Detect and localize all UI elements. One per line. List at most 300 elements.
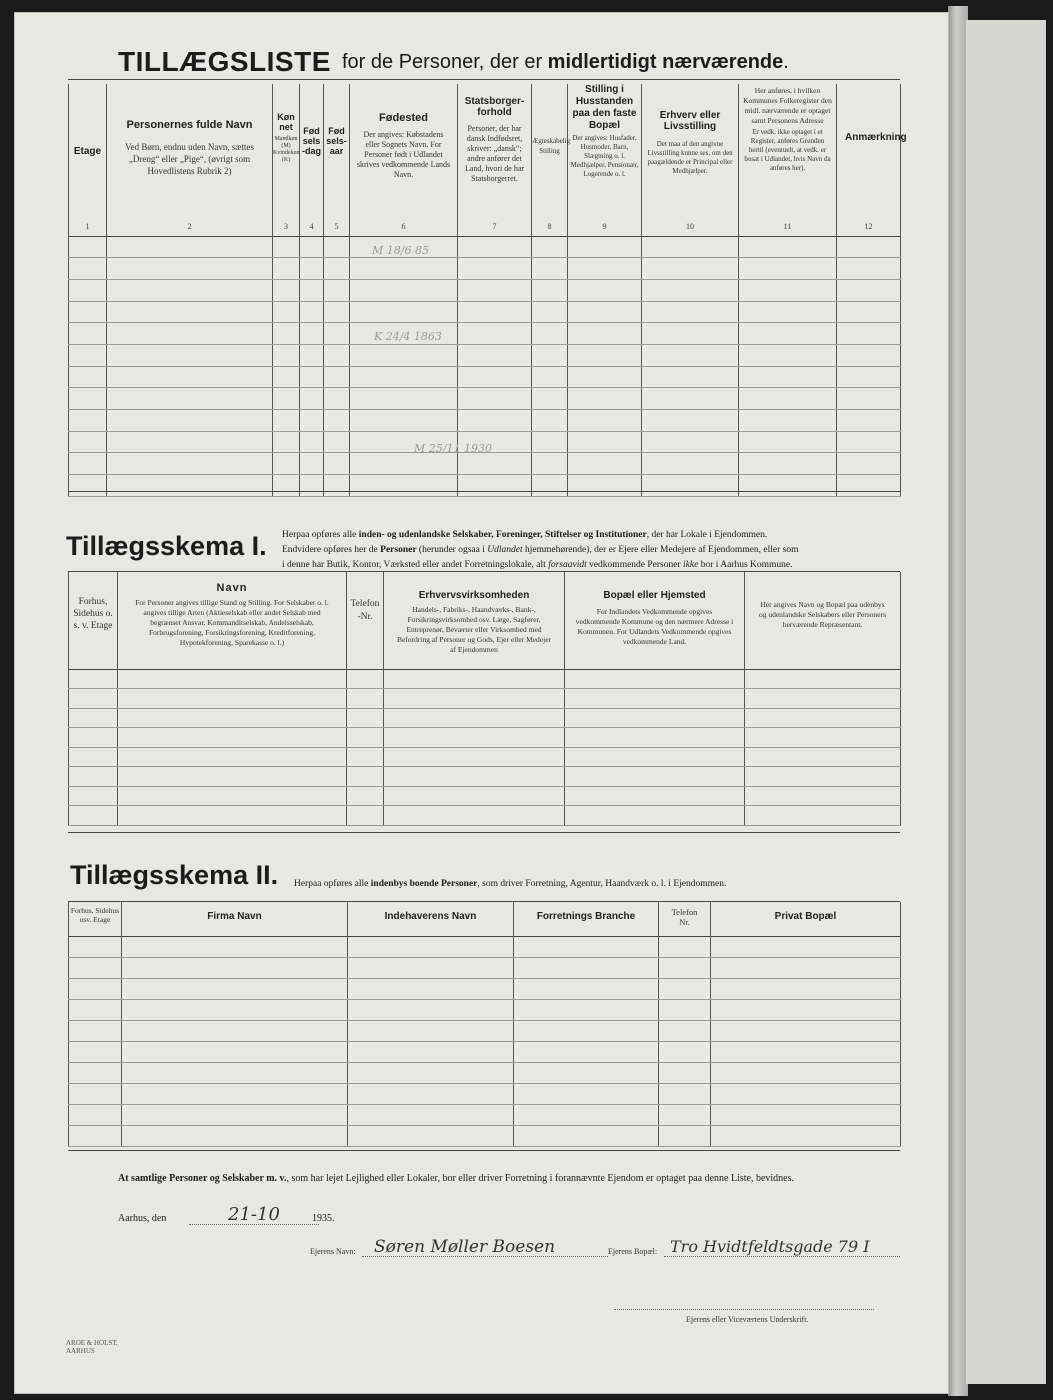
table-cell[interactable] <box>69 301 107 323</box>
table-cell[interactable] <box>384 786 565 806</box>
table-cell[interactable] <box>568 323 642 345</box>
table-cell[interactable] <box>324 279 350 301</box>
table-cell[interactable] <box>347 728 384 748</box>
table-cell[interactable] <box>837 258 901 280</box>
table-cell[interactable] <box>69 936 122 957</box>
table-cell[interactable] <box>273 366 300 388</box>
table-cell[interactable] <box>739 453 837 475</box>
table-cell[interactable] <box>837 323 901 345</box>
table-cell[interactable] <box>642 301 739 323</box>
colnum-3: 3 <box>273 222 300 236</box>
table-cell[interactable] <box>69 999 122 1020</box>
table-cell[interactable] <box>69 279 107 301</box>
table-cell[interactable] <box>659 1020 711 1041</box>
table-cell[interactable] <box>565 806 745 826</box>
s2-col-address: Privat Bopæl <box>711 902 901 936</box>
table-cell[interactable] <box>532 410 568 432</box>
table-cell[interactable] <box>348 936 514 957</box>
table-cell[interactable] <box>300 475 324 497</box>
table-cell[interactable] <box>69 708 118 728</box>
table-cell[interactable] <box>69 236 107 258</box>
col-birthyear: Fødsels-aar <box>324 84 350 222</box>
schema2-table-body <box>69 936 901 1146</box>
date-handwritten: 21-10 <box>228 1204 280 1225</box>
table-row <box>69 747 901 767</box>
table-cell[interactable] <box>711 1083 901 1104</box>
schema2-bottom-rule <box>68 1150 900 1151</box>
table-cell[interactable] <box>642 475 739 497</box>
table-cell[interactable] <box>739 410 837 432</box>
table-cell[interactable] <box>324 475 350 497</box>
table-cell[interactable] <box>568 388 642 410</box>
table-row <box>69 453 901 475</box>
table-cell[interactable] <box>118 689 347 709</box>
table-cell[interactable] <box>107 431 273 453</box>
owner-address-line <box>664 1256 900 1257</box>
table-cell[interactable] <box>69 388 107 410</box>
schema1-header-row <box>69 572 901 669</box>
table-cell[interactable] <box>347 669 384 689</box>
table-cell[interactable] <box>837 388 901 410</box>
table-cell[interactable] <box>711 1104 901 1125</box>
table-cell[interactable] <box>458 475 532 497</box>
table-cell[interactable] <box>122 1041 348 1062</box>
table-cell[interactable] <box>739 301 837 323</box>
table-cell[interactable] <box>532 366 568 388</box>
table-cell[interactable] <box>739 366 837 388</box>
table-cell[interactable] <box>122 999 348 1020</box>
table-cell[interactable] <box>745 786 901 806</box>
table-cell[interactable] <box>837 366 901 388</box>
table-cell[interactable] <box>122 1062 348 1083</box>
table-cell[interactable] <box>69 1125 122 1146</box>
table-cell[interactable] <box>347 689 384 709</box>
table-cell[interactable] <box>69 344 107 366</box>
table-cell[interactable] <box>532 258 568 280</box>
table-cell[interactable] <box>350 301 458 323</box>
table-cell[interactable] <box>458 344 532 366</box>
table-cell[interactable] <box>350 410 458 432</box>
printer-imprint: AROE & HOLST, AARHUS <box>66 1339 118 1355</box>
table-cell[interactable] <box>348 1083 514 1104</box>
table-cell[interactable] <box>350 279 458 301</box>
table-cell[interactable] <box>122 978 348 999</box>
table-cell[interactable] <box>739 344 837 366</box>
city-date-label: Aarhus, den <box>118 1213 167 1224</box>
table-cell[interactable] <box>837 301 901 323</box>
table-cell[interactable] <box>273 475 300 497</box>
table-cell[interactable] <box>273 344 300 366</box>
table-cell[interactable] <box>837 344 901 366</box>
table-cell[interactable] <box>568 410 642 432</box>
table-cell[interactable] <box>69 669 118 689</box>
table-cell[interactable] <box>300 388 324 410</box>
table-cell[interactable] <box>458 388 532 410</box>
table-cell[interactable] <box>384 689 565 709</box>
table-cell[interactable] <box>568 258 642 280</box>
table-cell[interactable] <box>711 936 901 957</box>
table-cell[interactable] <box>69 453 107 475</box>
table-cell[interactable] <box>107 258 273 280</box>
table-cell[interactable] <box>69 689 118 709</box>
table-cell[interactable] <box>659 999 711 1020</box>
table-cell[interactable] <box>565 708 745 728</box>
s1-col-residence: Bopæl eller Hjemsted For Indlandets Vedkommende opgives vedkommende Kommune og den nærmere Adresse i Kommunen. For Udlandets Vedkommende opgives vedkommende Land. <box>565 572 745 669</box>
bleed-through-mark: K 24/4 1863 <box>374 330 442 343</box>
table-cell[interactable] <box>324 236 350 258</box>
table-cell[interactable] <box>350 475 458 497</box>
table-cell[interactable] <box>384 708 565 728</box>
table-cell[interactable] <box>739 431 837 453</box>
table-cell[interactable] <box>122 1125 348 1146</box>
table-cell[interactable] <box>107 388 273 410</box>
table-cell[interactable] <box>642 388 739 410</box>
table-cell[interactable] <box>348 1062 514 1083</box>
table-cell[interactable] <box>384 767 565 787</box>
table-cell[interactable] <box>532 431 568 453</box>
schema1-bottom-rule <box>68 832 900 833</box>
table-row <box>69 388 901 410</box>
table-row <box>69 1083 901 1104</box>
table-cell[interactable] <box>347 806 384 826</box>
table-cell[interactable] <box>300 301 324 323</box>
table-cell[interactable] <box>659 1041 711 1062</box>
table-cell[interactable] <box>69 1041 122 1062</box>
table-cell[interactable] <box>324 453 350 475</box>
table-cell[interactable] <box>107 366 273 388</box>
table-cell[interactable] <box>122 957 348 978</box>
table-cell[interactable] <box>739 258 837 280</box>
table-cell[interactable] <box>565 728 745 748</box>
table-cell[interactable] <box>745 767 901 787</box>
schema2-table <box>68 902 901 1147</box>
table-cell[interactable] <box>118 708 347 728</box>
table-cell[interactable] <box>642 236 739 258</box>
table-cell[interactable] <box>568 236 642 258</box>
table-cell[interactable] <box>642 323 739 345</box>
table-cell[interactable] <box>745 728 901 748</box>
table-cell[interactable] <box>107 344 273 366</box>
table-cell[interactable] <box>348 1104 514 1125</box>
table-cell[interactable] <box>69 806 118 826</box>
table-cell[interactable] <box>348 1125 514 1146</box>
table-cell[interactable] <box>107 301 273 323</box>
table-cell[interactable] <box>837 410 901 432</box>
table-cell[interactable] <box>458 258 532 280</box>
table-cell[interactable] <box>532 323 568 345</box>
table-cell[interactable] <box>384 669 565 689</box>
table-cell[interactable] <box>300 431 324 453</box>
table-cell[interactable] <box>122 1020 348 1041</box>
s1-col-phone: Telefon-Nr. <box>347 572 384 669</box>
table-cell[interactable] <box>532 453 568 475</box>
table-cell[interactable] <box>347 786 384 806</box>
table-cell[interactable] <box>118 767 347 787</box>
table-cell[interactable] <box>300 453 324 475</box>
table-cell[interactable] <box>642 431 739 453</box>
table-cell[interactable] <box>711 1125 901 1146</box>
table-cell[interactable] <box>384 747 565 767</box>
table-cell[interactable] <box>659 1062 711 1083</box>
table-cell[interactable] <box>642 366 739 388</box>
main-colnum-row <box>69 222 901 236</box>
col-household: Stilling i Husstanden paa den faste Bopæl Der angives: Husfader, Husmoder, Barn, Slægtning o. l. Medhjælper, Pensionær, Logerende o. l. <box>568 84 642 222</box>
table-cell[interactable] <box>347 767 384 787</box>
table-cell[interactable] <box>837 431 901 453</box>
table-cell[interactable] <box>69 747 118 767</box>
table-cell[interactable] <box>300 323 324 345</box>
table-row <box>69 728 901 748</box>
table-cell[interactable] <box>347 747 384 767</box>
table-cell[interactable] <box>350 388 458 410</box>
table-cell[interactable] <box>745 806 901 826</box>
table-cell[interactable] <box>659 1083 711 1104</box>
table-cell[interactable] <box>324 388 350 410</box>
table-row <box>69 1020 901 1041</box>
table-row <box>69 279 901 301</box>
table-cell[interactable] <box>532 236 568 258</box>
table-cell[interactable] <box>568 475 642 497</box>
table-cell[interactable] <box>659 978 711 999</box>
table-cell[interactable] <box>300 410 324 432</box>
colnum-11: 11 <box>739 222 837 236</box>
table-cell[interactable] <box>745 669 901 689</box>
table-cell[interactable] <box>273 431 300 453</box>
table-cell[interactable] <box>739 236 837 258</box>
schema1-description: Herpaa opføres alle inden- og udenlandske Selskaber, Foreninger, Stiftelser og Institutioner, der har Lokale i Ejendommen. Endvidere opføres her de Personer (herunder ogsaa i Udlandet hjemmehørende), der er Ejere eller Medejere af Ejendommen, eller som i denne har Butik, Kontor, Værksted eller andet Forretningslokale, alt forsaavidt vedkommende Personer ikke bor i Aarhus Kommune. <box>282 530 799 570</box>
table-cell[interactable] <box>324 410 350 432</box>
table-cell[interactable] <box>568 344 642 366</box>
table-cell[interactable] <box>69 957 122 978</box>
table-cell[interactable] <box>384 728 565 748</box>
table-cell[interactable] <box>711 957 901 978</box>
table-cell[interactable] <box>565 767 745 787</box>
col-sex: Kønnet Mandkøn (M) Kvindekøn (K) <box>273 84 300 222</box>
table-cell[interactable] <box>347 708 384 728</box>
table-cell[interactable] <box>107 475 273 497</box>
table-cell[interactable] <box>384 806 565 826</box>
table-cell[interactable] <box>69 1062 122 1083</box>
schema2-title: Tillægsskema II. <box>70 860 279 890</box>
s2-col-branch: Forretnings Branche <box>514 902 659 936</box>
main-header-row <box>69 84 901 222</box>
table-cell[interactable] <box>711 1062 901 1083</box>
table-cell[interactable] <box>739 279 837 301</box>
table-cell[interactable] <box>107 410 273 432</box>
s2-col-etage: Forhus, Sidehus osv. Etage <box>69 902 122 936</box>
table-cell[interactable] <box>273 236 300 258</box>
table-cell[interactable] <box>642 279 739 301</box>
table-row <box>69 258 901 280</box>
table-cell[interactable] <box>350 258 458 280</box>
table-cell[interactable] <box>122 936 348 957</box>
table-row <box>69 1062 901 1083</box>
table-cell[interactable] <box>514 1125 659 1146</box>
table-cell[interactable] <box>348 999 514 1020</box>
table-cell[interactable] <box>514 1104 659 1125</box>
table-cell[interactable] <box>69 410 107 432</box>
table-cell[interactable] <box>300 279 324 301</box>
table-cell[interactable] <box>514 978 659 999</box>
table-cell[interactable] <box>565 786 745 806</box>
table-cell[interactable] <box>69 728 118 748</box>
table-cell[interactable] <box>532 279 568 301</box>
table-cell[interactable] <box>350 366 458 388</box>
colnum-4: 4 <box>300 222 324 236</box>
table-cell[interactable] <box>348 1020 514 1041</box>
table-cell[interactable] <box>324 258 350 280</box>
table-cell[interactable] <box>711 999 901 1020</box>
table-cell[interactable] <box>273 388 300 410</box>
table-cell[interactable] <box>745 708 901 728</box>
col-marital: Ægteskabelig Stilling <box>532 84 568 222</box>
table-cell[interactable] <box>659 1125 711 1146</box>
table-cell[interactable] <box>458 453 532 475</box>
table-cell[interactable] <box>745 689 901 709</box>
table-cell[interactable] <box>514 999 659 1020</box>
table-cell[interactable] <box>273 258 300 280</box>
table-cell[interactable] <box>107 236 273 258</box>
table-cell[interactable] <box>350 453 458 475</box>
table-cell[interactable] <box>739 388 837 410</box>
main-title: TILLÆGSLISTE <box>118 46 331 77</box>
table-cell[interactable] <box>300 258 324 280</box>
table-cell[interactable] <box>324 301 350 323</box>
table-row <box>69 475 901 497</box>
table-cell[interactable] <box>659 936 711 957</box>
table-cell[interactable] <box>69 431 107 453</box>
colnum-6: 6 <box>350 222 458 236</box>
table-cell[interactable] <box>659 957 711 978</box>
table-cell[interactable] <box>69 366 107 388</box>
table-cell[interactable] <box>514 1083 659 1104</box>
table-cell[interactable] <box>458 279 532 301</box>
table-cell[interactable] <box>273 453 300 475</box>
col-birthday: Fødsels-dag <box>300 84 324 222</box>
table-cell[interactable] <box>300 236 324 258</box>
table-cell[interactable] <box>69 1083 122 1104</box>
table-cell[interactable] <box>350 344 458 366</box>
table-cell[interactable] <box>568 301 642 323</box>
table-cell[interactable] <box>514 1020 659 1041</box>
table-cell[interactable] <box>69 767 118 787</box>
table-cell[interactable] <box>324 431 350 453</box>
table-cell[interactable] <box>118 806 347 826</box>
table-row <box>69 999 901 1020</box>
table-cell[interactable] <box>300 344 324 366</box>
table-cell[interactable] <box>568 279 642 301</box>
table-cell[interactable] <box>118 728 347 748</box>
table-cell[interactable] <box>118 747 347 767</box>
table-cell[interactable] <box>107 453 273 475</box>
main-table-bottom-rule <box>68 491 900 492</box>
table-cell[interactable] <box>532 475 568 497</box>
table-cell[interactable] <box>118 669 347 689</box>
table-cell[interactable] <box>711 978 901 999</box>
table-cell[interactable] <box>69 786 118 806</box>
table-cell[interactable] <box>273 301 300 323</box>
table-cell[interactable] <box>837 279 901 301</box>
table-cell[interactable] <box>565 747 745 767</box>
table-cell[interactable] <box>642 410 739 432</box>
table-row <box>69 936 901 957</box>
table-cell[interactable] <box>745 747 901 767</box>
table-cell[interactable] <box>69 323 107 345</box>
table-cell[interactable] <box>711 1020 901 1041</box>
table-row <box>69 767 901 787</box>
table-cell[interactable] <box>514 936 659 957</box>
table-cell[interactable] <box>458 301 532 323</box>
table-cell[interactable] <box>69 475 107 497</box>
table-row <box>69 1104 901 1125</box>
table-cell[interactable] <box>458 236 532 258</box>
table-cell[interactable] <box>568 453 642 475</box>
table-cell[interactable] <box>107 279 273 301</box>
table-cell[interactable] <box>565 669 745 689</box>
table-cell[interactable] <box>107 323 273 345</box>
table-cell[interactable] <box>122 1083 348 1104</box>
table-cell[interactable] <box>458 323 532 345</box>
table-cell[interactable] <box>348 957 514 978</box>
main-subtitle: for de Personer, der er midlertidigt nærværende. <box>342 51 789 73</box>
table-cell[interactable] <box>739 323 837 345</box>
owner-address-label: Ejerens Bopæl: <box>608 1247 658 1256</box>
table-cell[interactable] <box>659 1104 711 1125</box>
bleed-through-mark: M 25/11 1930 <box>414 442 492 455</box>
table-cell[interactable] <box>642 344 739 366</box>
table-cell[interactable] <box>568 366 642 388</box>
table-cell[interactable] <box>273 323 300 345</box>
table-cell[interactable] <box>458 410 532 432</box>
table-cell[interactable] <box>324 366 350 388</box>
table-cell[interactable] <box>837 475 901 497</box>
table-row <box>69 806 901 826</box>
table-cell[interactable] <box>514 1062 659 1083</box>
table-cell[interactable] <box>532 388 568 410</box>
colnum-8: 8 <box>532 222 568 236</box>
table-cell[interactable] <box>739 475 837 497</box>
table-cell[interactable] <box>69 258 107 280</box>
table-cell[interactable] <box>514 1041 659 1062</box>
table-cell[interactable] <box>69 978 122 999</box>
table-cell[interactable] <box>532 344 568 366</box>
owner-name-handwritten: Søren Møller Boesen <box>374 1237 556 1257</box>
table-cell[interactable] <box>565 689 745 709</box>
adjacent-page-edge <box>966 20 1046 1384</box>
table-cell[interactable] <box>837 236 901 258</box>
table-cell[interactable] <box>514 957 659 978</box>
table-cell[interactable] <box>711 1041 901 1062</box>
table-cell[interactable] <box>324 344 350 366</box>
table-cell[interactable] <box>348 1041 514 1062</box>
table-cell[interactable] <box>642 453 739 475</box>
colnum-5: 5 <box>324 222 350 236</box>
table-cell[interactable] <box>69 1104 122 1125</box>
table-cell[interactable] <box>69 1020 122 1041</box>
table-cell[interactable] <box>568 431 642 453</box>
table-cell[interactable] <box>324 323 350 345</box>
table-cell[interactable] <box>532 301 568 323</box>
table-cell[interactable] <box>642 258 739 280</box>
table-cell[interactable] <box>273 279 300 301</box>
table-cell[interactable] <box>837 453 901 475</box>
table-cell[interactable] <box>118 786 347 806</box>
table-cell[interactable] <box>348 978 514 999</box>
table-cell[interactable] <box>122 1104 348 1125</box>
table-cell[interactable] <box>458 366 532 388</box>
table-cell[interactable] <box>273 410 300 432</box>
table-cell[interactable] <box>300 366 324 388</box>
